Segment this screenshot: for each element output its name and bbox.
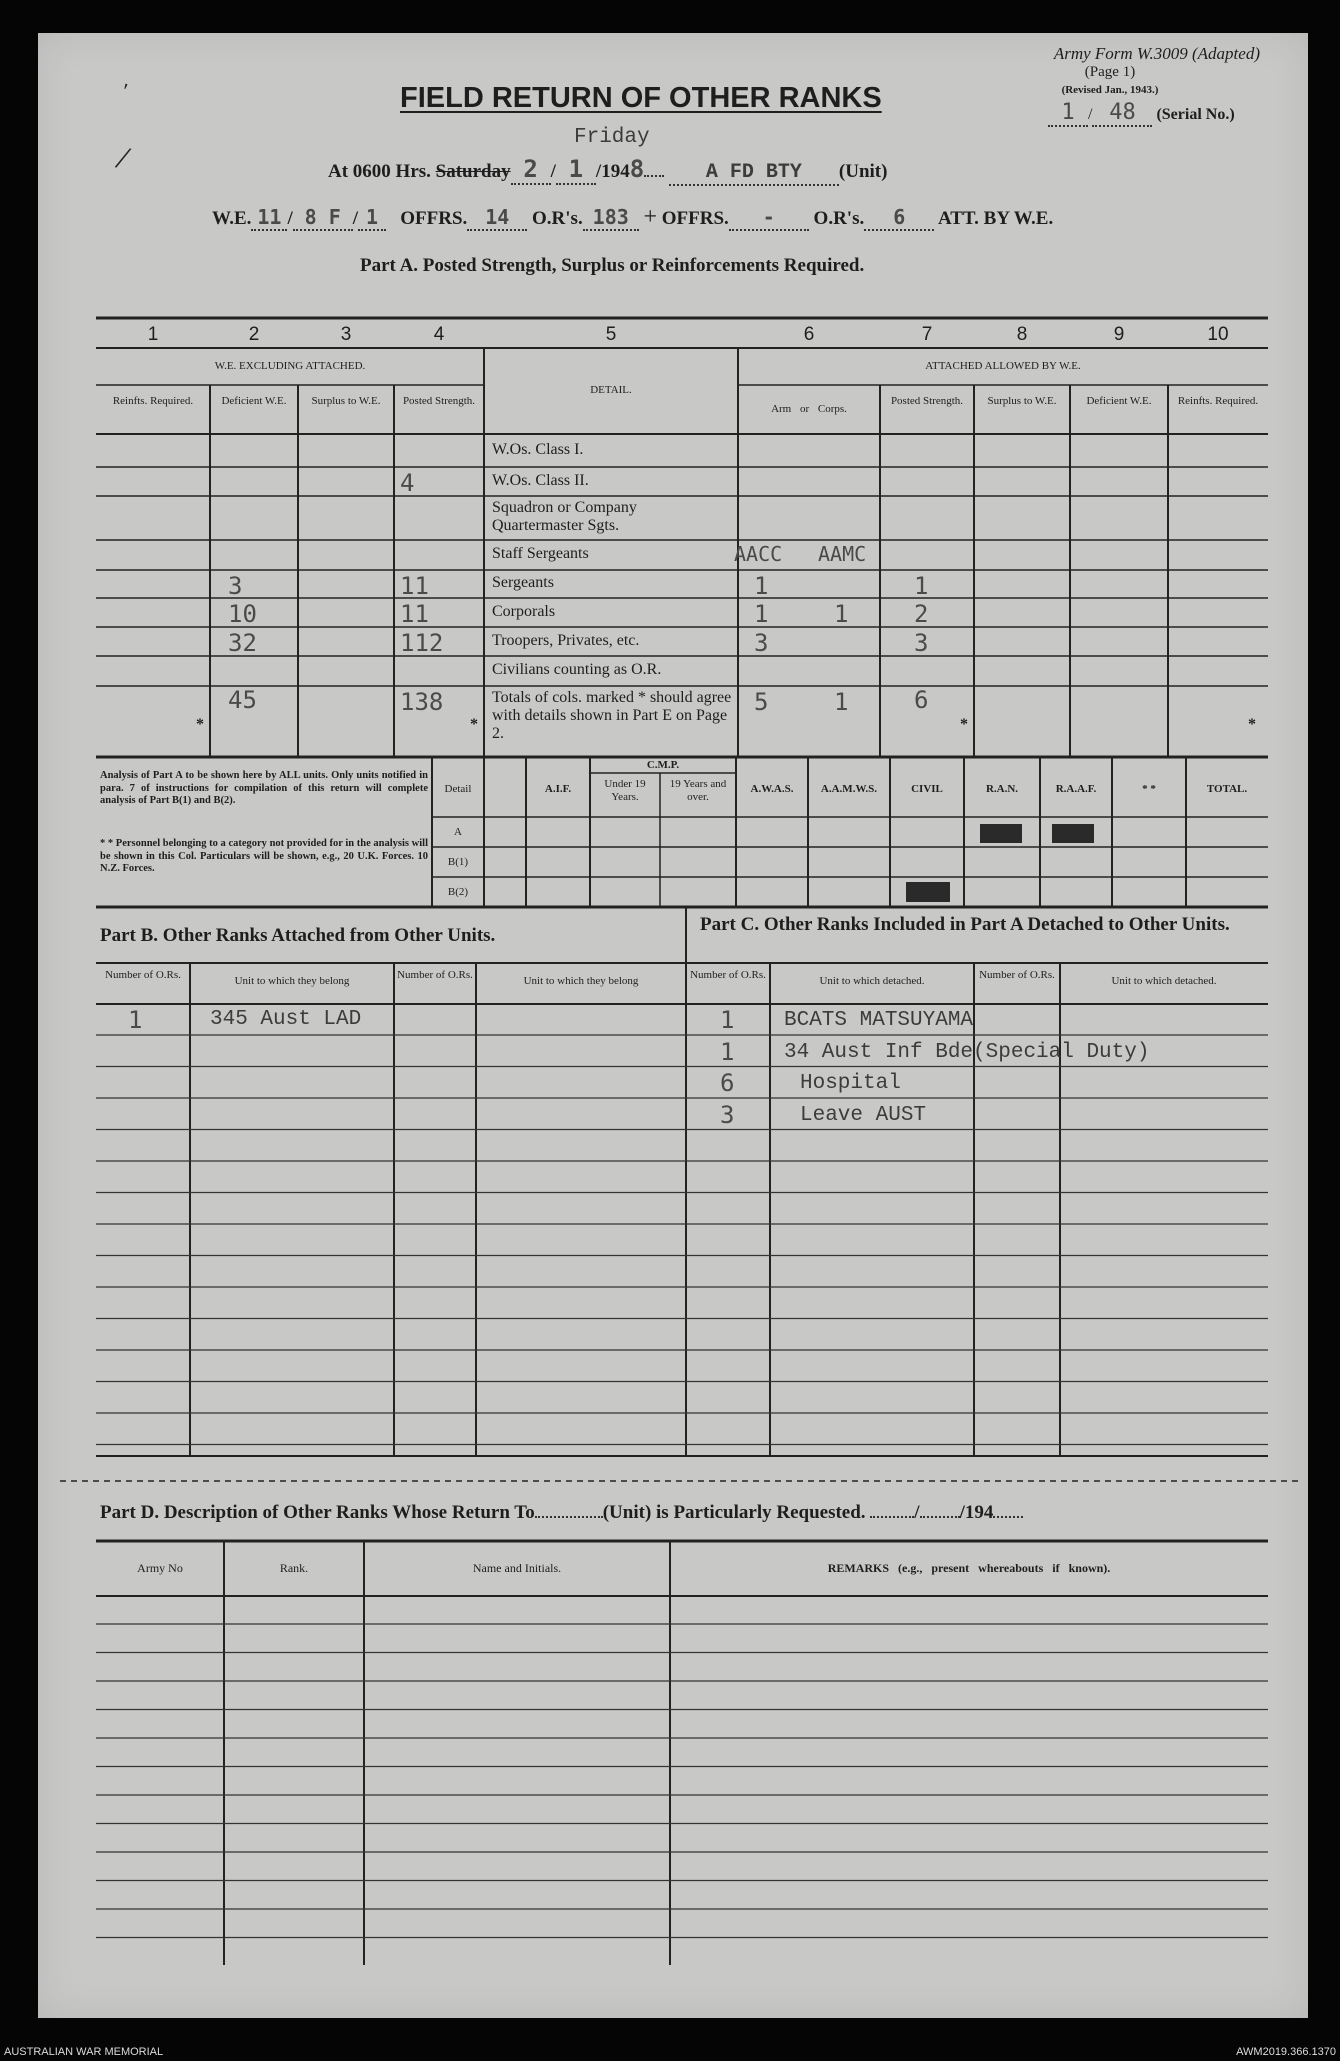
detail-row-8: Civilians counting as O.R. — [492, 661, 662, 678]
name-header: Name and Initials. — [472, 1561, 562, 1575]
part-d-title: Part D. Description of Other Ranks Whose Return To (Unit) is Particularly Requested. / /194 — [100, 1502, 1023, 1524]
column-number-1: 1 — [147, 324, 159, 345]
part-a-title: Part A. Posted Strength, Surplus or Reinforcements Required. — [360, 255, 865, 276]
detail-row-7: Troopers, Privates, etc. — [492, 631, 640, 649]
detail-row-2: W.Os. Class II. — [492, 471, 589, 489]
attached-allowed-header: ATTACHED ALLOWED BY W.E. — [925, 360, 1081, 372]
detail-row-1: W.Os. Class I. — [492, 440, 584, 458]
arm-value-4: AACC — [734, 542, 783, 566]
detail-row-6: Corporals — [492, 602, 556, 620]
under-19-header: Under 19 Years. — [604, 778, 646, 803]
arm-value-7: 3 — [754, 629, 769, 657]
column-number-3: 3 — [340, 324, 352, 345]
analysis-detail-header: Detail — [444, 783, 472, 795]
part-c-unit: Leave AUST — [800, 1103, 927, 1127]
day-written: Friday — [574, 126, 650, 149]
right-subheader-5: Reinfts. Required. — [1177, 395, 1259, 407]
arm-value-9: 5 — [754, 688, 769, 716]
analysis-note: Analysis of Part A to be shown here by ALL units. Only units notified in para. 7 of instructions for compilation of this return will complete analysis of Part B(1) and B(2). — [100, 770, 428, 806]
form-name: Army Form W.3009 (Adapted) — [1053, 44, 1260, 63]
column-number-8: 8 — [1016, 324, 1028, 345]
part-c-unit: Hospital — [800, 1072, 901, 1095]
arm2-value-4: AAMC — [818, 542, 867, 566]
posted-value-5: 11 — [400, 572, 429, 600]
analysis-row-a: A — [454, 826, 462, 838]
part-b-unit-header: Unit to which they belong — [234, 975, 350, 987]
part-c-unit: BCATS MATSUYAMA — [784, 1009, 974, 1032]
part-b-title: Part B. Other Ranks Attached from Other Units. — [100, 925, 496, 946]
left-subheader-1: Reinfts. Required. — [112, 395, 194, 407]
raaf-header: R.A.A.F. — [1055, 783, 1097, 795]
deficient-value-6: 10 — [228, 600, 257, 628]
part-c-number: 1 — [720, 1037, 735, 1066]
column-number-2: 2 — [248, 324, 260, 345]
analysis-row-b1: B(1) — [447, 856, 469, 868]
posted-value-7: 112 — [400, 629, 444, 657]
right-subheader-3: Surplus to W.E. — [987, 395, 1057, 407]
part-c-num-header-2: Number of O.Rs. — [979, 969, 1055, 981]
arm2-value-6: 1 — [834, 600, 849, 628]
part-c-title: Part C. Other Ranks Included in Part A Detached to Other Units. — [700, 914, 1230, 935]
part-c-unit: 34 Aust Inf Bde(Special Duty) — [784, 1040, 1150, 1064]
part-b-unit-header-2: Unit to which they belong — [523, 975, 639, 987]
arm-value-5: 1 — [754, 572, 769, 600]
cmp-header: C.M.P. — [646, 759, 680, 771]
part-b-num-header: Number of O.Rs. — [105, 969, 181, 981]
star-col-1: * — [196, 716, 204, 733]
analysis-row-b2: B(2) — [447, 886, 469, 898]
part-b-unit: 345 Aust LAD — [210, 1008, 362, 1031]
remarks-header: REMARKS (e.g., present whereabouts if known). — [827, 1561, 1111, 1575]
right-subheader-1: Arm or Corps. — [771, 403, 847, 415]
total-header: TOTAL. — [1206, 783, 1248, 795]
detail-row-4: Staff Sergeants — [492, 545, 589, 562]
column-number-9: 9 — [1113, 324, 1125, 345]
posted-value-9: 138 — [400, 688, 444, 716]
right-subheader-4: Deficient W.E. — [1086, 395, 1152, 407]
we-excluding-header: W.E. EXCLUDING ATTACHED. — [214, 360, 366, 372]
column-number-10: 10 — [1207, 324, 1229, 345]
posted-value-2: 4 — [400, 469, 415, 497]
detail-row-3: Squadron or Company Quartermaster Sgts. — [492, 499, 637, 534]
footer-accession: AWM2019.366.1370 — [1236, 2046, 1336, 2058]
left-subheader-3: Surplus to W.E. — [311, 395, 381, 407]
star-col-10: * — [1248, 716, 1256, 733]
posted-value-6: 11 — [400, 600, 429, 628]
page-title: FIELD RETURN OF OTHER RANKS — [400, 82, 882, 114]
part-c-number: 1 — [720, 1006, 735, 1034]
part-c-number: 6 — [720, 1069, 735, 1097]
category-note: * * Personnel belonging to a category not provided for in the analysis will be shown in this Col. Particulars will be shown, e.g., 20 U.K. Forces. 10 N.Z. Forces. — [100, 838, 428, 874]
over-19-header: 19 Years and over. — [669, 778, 727, 803]
we-line: W.E. 11 / 8 F / 1 OFFRS. 14 O.R's. 183 + OFFRS. - O.R's. 6 ATT. BY W.E. — [212, 204, 1054, 230]
deficient-value-5: 3 — [228, 572, 243, 600]
aif-header: A.I.F. — [544, 783, 572, 795]
aamws-header: A.A.M.W.S. — [820, 783, 878, 795]
detail-row-5: Sergeants — [492, 574, 554, 591]
attached-posted-value-9: 6 — [914, 686, 929, 714]
attached-posted-value-7: 3 — [914, 629, 929, 657]
part-c-number: 3 — [720, 1100, 735, 1129]
part-b-number: 1 — [128, 1006, 143, 1034]
column-number-7: 7 — [921, 324, 933, 345]
army-no-header: Army No — [137, 1561, 183, 1575]
margin-mark-2: / — [112, 139, 134, 178]
other-category-header: * * — [1142, 783, 1156, 795]
deficient-value-9: 45 — [228, 686, 257, 714]
arm2-value-9: 1 — [834, 688, 849, 716]
part-c-unit-header-2: Unit to which detached. — [1111, 975, 1217, 987]
star-col-7: * — [960, 716, 968, 733]
detail-header: DETAIL. — [590, 384, 632, 396]
time-line: At 0600 Hrs. Saturday 2 / 1 /1948 A FD BTY (Unit) — [328, 155, 888, 184]
page-number: (Page 1) — [1084, 64, 1136, 80]
right-subheader-2: Posted Strength. — [890, 395, 964, 407]
deficient-value-7: 32 — [228, 629, 257, 657]
awas-header: A.W.A.S. — [750, 783, 794, 795]
footer-credit: AUSTRALIAN WAR MEMORIAL — [4, 2046, 164, 2058]
part-b-num-header-2: Number of O.Rs. — [397, 969, 473, 981]
star-col-4: * — [470, 716, 478, 733]
detail-row-9: Totals of cols. marked * should agree with details shown in Part E on Page 2. — [492, 689, 732, 742]
rank-header: Rank. — [279, 1561, 309, 1575]
attached-posted-value-6: 2 — [914, 600, 929, 628]
part-c-unit-header: Unit to which detached. — [819, 975, 925, 987]
serial-number: 1 / 48 (Serial No.) — [1048, 100, 1268, 127]
arm-value-6: 1 — [754, 600, 769, 628]
left-subheader-4: Posted Strength. — [402, 395, 476, 407]
part-c-num-header: Number of O.Rs. — [690, 969, 766, 981]
column-number-6: 6 — [803, 324, 815, 345]
attached-posted-value-5: 1 — [914, 572, 929, 600]
left-subheader-2: Deficient W.E. — [221, 395, 287, 407]
revised-date: (Revised Jan., 1943.) — [1061, 84, 1159, 96]
column-number-4: 4 — [433, 324, 445, 345]
margin-mark: ' — [118, 78, 131, 103]
ran-header: R.A.N. — [985, 783, 1019, 795]
civil-header: CIVIL — [911, 783, 943, 795]
column-number-5: 5 — [605, 324, 617, 345]
